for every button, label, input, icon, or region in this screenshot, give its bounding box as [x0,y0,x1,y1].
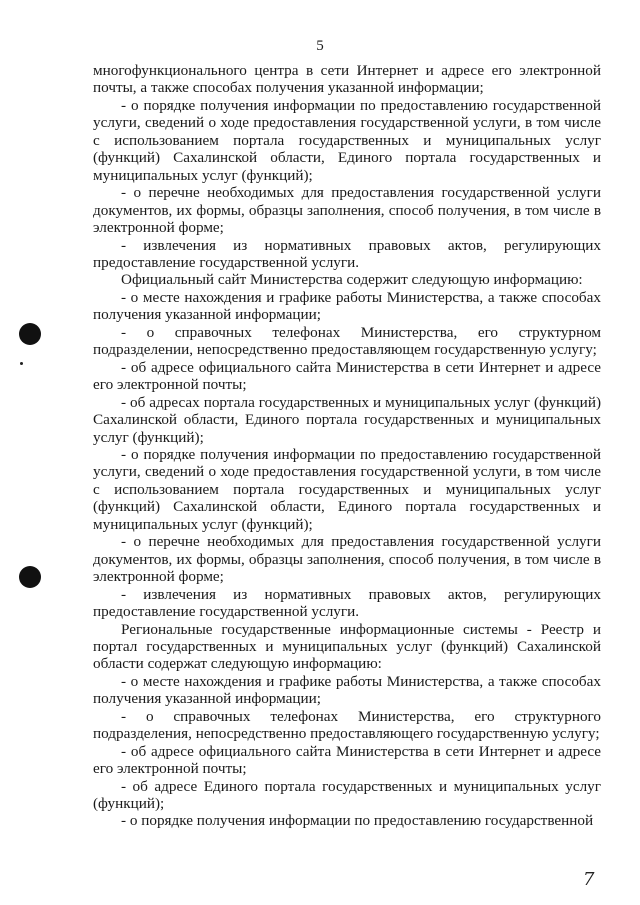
document-body [93,62,601,830]
paragraph: - об адресе официального сайта Министерства в сети Интернет и адресе его электронной почты; [93,358,601,394]
paragraph: - о порядке получения информации по предоставлению государственной [121,812,594,830]
punch-hole-top [19,323,41,345]
paragraph: - об адресе Единого портала государственных и муниципальных услуг (функций); [93,777,601,813]
page-number: 5 [316,38,324,54]
paragraph: - извлечения из нормативных правовых актов, регулирующих предоставление государственной услуги. [93,585,601,621]
paragraph: - о перечне необходимых для предоставления государственной услуги документов, их формы, образцы заполнения, способ получения, в том числе в электронной форме; [93,533,601,586]
paragraph: - об адресах портала государственных и муниципальных услуг (функций) Сахалинской области, Единого портала государственных и муниципальных услуг (функций); [93,393,601,446]
paragraph: - о справочных телефонах Министерства, его структурного подразделения, непосредственно предоставляющего государственную услугу; [93,707,601,743]
punch-hole-bottom [19,566,41,588]
paragraph: - о порядке получения информации по предоставлению государственной услуги, сведений о ходе предоставления государственной услуги, в том числе с использованием портала государственных и муниципальных услуг (функций) Сахалинской области, Единого портала государственных и муниципальных услуг (функций); [93,445,601,533]
paragraph: - об адресе официального сайта Министерства в сети Интернет и адресе его электронной почты; [93,742,601,778]
paragraph: - о справочных телефонах Министерства, его структурном подразделении, непосредственно предоставляющем государственную услугу; [93,323,601,359]
scan-speck [20,362,23,365]
paragraph: - извлечения из нормативных правовых актов, регулирующих предоставление государственной услуги. [93,236,601,271]
handwritten-page-mark: 7 [583,869,595,890]
paragraph: многофункционального центра в сети Интернет и адресе его электронной почты, а также способах получения указанной информации; [93,62,601,97]
paragraph: - о месте нахождения и графике работы Министерства, а также способах получения указанной информации; [93,288,601,324]
paragraph: - о перечне необходимых для предоставления государственной услуги документов, их формы, образцы заполнения, способ получения, в том числе в электронной форме; [93,184,601,237]
paragraph: - о месте нахождения и графике работы Министерства, а также способах получения указанной информации; [93,672,601,708]
paragraph: Официальный сайт Министерства содержит следующую информацию: [121,271,583,289]
paragraph: Региональные государственные информационные системы - Реестр и портал государственных и муниципальных услуг (функций) Сахалинской области содержат следующую информацию: [93,620,601,673]
paragraph: - о порядке получения информации по предоставлению государственной услуги, сведений о ходе предоставления государственной услуги, в том числе с использованием портала государственных и муниципальных услуг (функций) Сахалинской области, Единого портала государственных и муниципальных услуг (функций); [93,96,601,184]
